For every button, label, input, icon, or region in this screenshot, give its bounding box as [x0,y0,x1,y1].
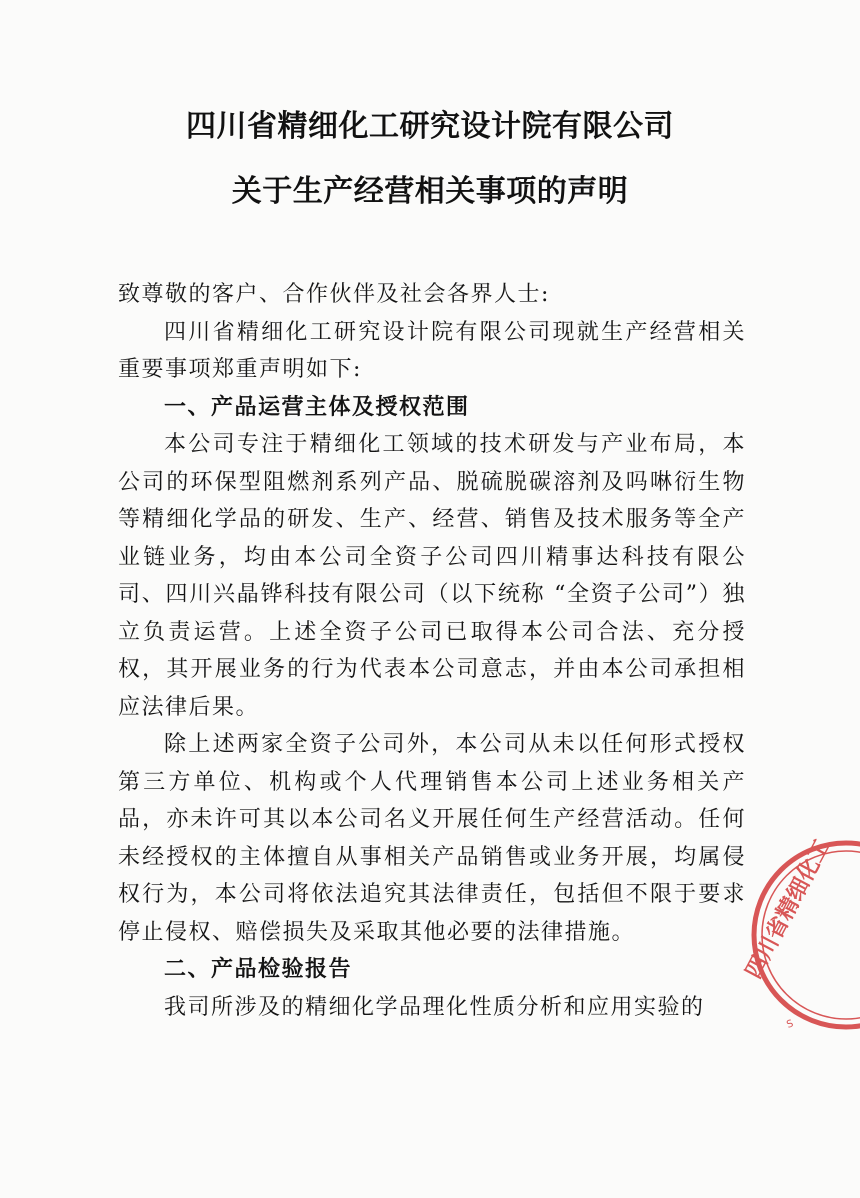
document-body [118,276,746,1026]
document-title-line-2: 关于生产经营相关事项的声明 [231,174,629,209]
document-title-line-1: 四川省精细化工研究设计院有限公司 [186,109,674,144]
section-1-paragraph-1: 本公司专注于精细化工领域的技术研发与产业布局，本公司的环保型阻燃剂系列产品、脱硫脱碳溶剂及吗啉衍生物等精细化学品的研发、生产、经营、销售及技术服务等全产业链业务，均由本公司全资子公司四川精事达科技有限公司、四川兴晶铧科技有限公司（以下统称 “全资子公司”）独立负责运营。上述全资子公司已取得本公司合法、充分授权，其开展业务的行为代表本公司意志，并由本公司承担相应法律后果。 [118,432,746,720]
section-1-heading: 一、产品运营主体及授权范围 [164,393,470,420]
svg-text:S: S [785,1018,796,1031]
svg-text:四川省精细化工: 四川省精细化工 [741,835,836,983]
salutation: 致尊敬的客户、合作伙伴及社会各界人士: [118,282,550,307]
company-seal-stamp [728,830,860,1040]
section-2-heading: 二、产品检验报告 [164,956,353,982]
intro-paragraph: 四川省精细化工研究设计院有限公司现就生产经营相关重要事项郑重声明如下: [118,319,746,382]
section-2-paragraph-1: 我司所涉及的精细化学品理化性质分析和应用实验的 [164,994,705,1020]
section-1-paragraph-2: 除上述两家全资子公司外，本公司从未以任何形式授权第三方单位、机构或个人代理销售本公司上述业务相关产品，亦未许可其以本公司名义开展任何生产经营活动。任何未经授权的主体擅自从事相关产品销售或业务开展，均属侵权行为，本公司将依法追究其法律责任，包括但不限于要求停止侵权、赔偿损失及采取其他必要的法律措施。 [118,732,746,945]
